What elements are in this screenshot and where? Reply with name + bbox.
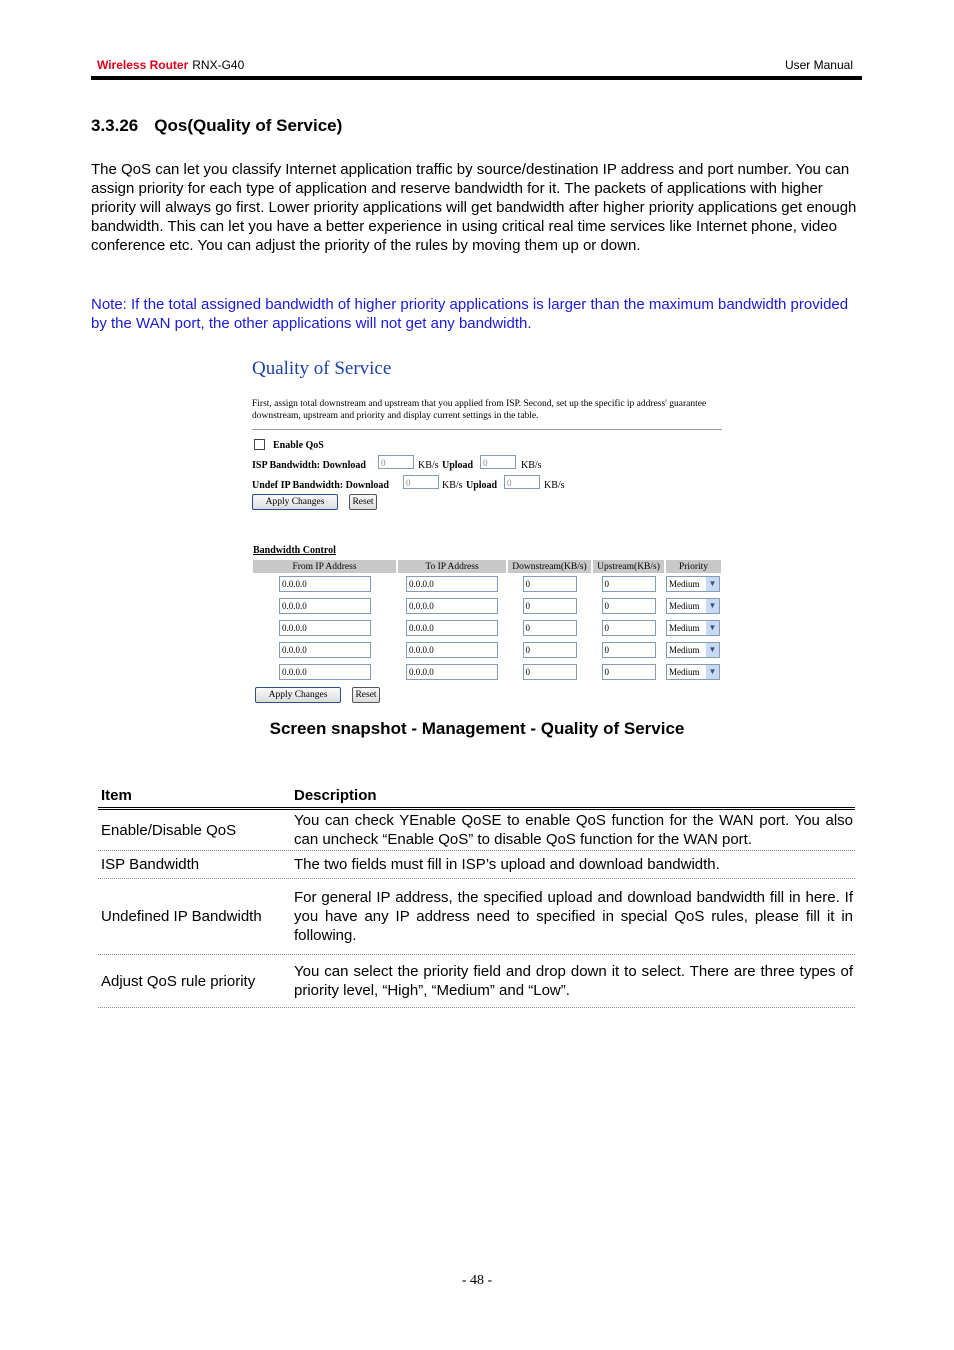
section-name: Qos(Quality of Service) <box>154 116 343 135</box>
table-row <box>253 661 721 683</box>
col-from-ip: From IP Address <box>253 560 397 573</box>
reset-button-bottom[interactable]: Reset <box>352 687 380 703</box>
isp-upload-input[interactable]: 0 <box>480 455 516 469</box>
downstream-input[interactable]: 0 <box>523 664 577 680</box>
table-row <box>253 595 721 617</box>
to-ip-input[interactable]: 0.0.0.0 <box>406 664 498 680</box>
intro-paragraph: The QoS can let you classify Internet application traffic by source/destination IP address and port number. You can assign priority for each type of application and reserve bandwidth for it. The packets of applications with higher priority will always go first. Lower priority applications will get bandwidth after higher priority applications get enough bandwidth. This can let you have a better experience in using critical real time services like Internet phone, video conference etc. You can adjust the priority of the rules by moving them up or down. <box>91 161 857 254</box>
page-number: - 48 - <box>461 1273 493 1288</box>
upstream-input[interactable]: 0 <box>602 620 656 636</box>
col-to-ip: To IP Address <box>397 560 507 573</box>
section-title <box>91 116 342 136</box>
priority-value: Medium <box>669 623 700 633</box>
chevron-down-icon: ▼ <box>706 599 719 613</box>
row-description: For general IP address, the specified upload and download bandwidth fill in here. If you have any IP address need to specified in special QoS rules, please fill it in following. <box>294 889 853 944</box>
enable-qos-checkbox[interactable] <box>254 439 265 450</box>
upstream-input[interactable]: 0 <box>602 598 656 614</box>
from-ip-input[interactable]: 0.0.0.0 <box>279 664 371 680</box>
header-manual: User Manual <box>784 58 853 72</box>
priority-value: Medium <box>669 645 700 655</box>
apply-changes-button[interactable]: Apply Changes <box>252 494 338 510</box>
apply-changes-button-bottom[interactable]: Apply Changes <box>255 687 341 703</box>
note-paragraph: Note: If the total assigned bandwidth of higher priority applications is larger than the maximum bandwidth provided by the WAN port, the other applications will not get any bandwidth. <box>91 296 849 332</box>
header-model: RNX-G40 <box>192 58 245 72</box>
header-brand: Wireless Router <box>97 58 189 72</box>
table-row <box>253 617 721 639</box>
col-upstream: Upstream(KB/s) <box>592 560 665 573</box>
isp-bandwidth-label: ISP Bandwidth: Download <box>252 460 366 471</box>
undef-upload-unit: KB/s <box>544 480 565 491</box>
undef-upload-input[interactable]: 0 <box>504 475 540 489</box>
undef-download-input[interactable]: 0 <box>403 475 439 489</box>
table-header <box>98 783 855 810</box>
table-row <box>253 639 721 661</box>
from-ip-input[interactable]: 0.0.0.0 <box>279 576 371 592</box>
isp-download-unit: KB/s <box>418 460 439 471</box>
row-description: The two fields must fill in ISP’s upload and download bandwidth. <box>294 856 720 873</box>
downstream-input[interactable]: 0 <box>523 598 577 614</box>
undef-bandwidth-label: Undef IP Bandwidth: Download <box>252 480 389 491</box>
downstream-input[interactable]: 0 <box>523 620 577 636</box>
undef-download-unit: KB/s <box>442 480 463 491</box>
header-description: Description <box>294 786 377 804</box>
priority-select[interactable] <box>666 664 720 680</box>
chevron-down-icon: ▼ <box>706 665 719 679</box>
table-row <box>98 955 855 1008</box>
qos-screenshot <box>250 358 725 708</box>
qos-title: Quality of Service <box>252 358 392 379</box>
priority-select[interactable] <box>666 620 720 636</box>
col-priority: Priority <box>665 560 721 573</box>
row-description: You can check YEnable QoSE to enable QoS function for the WAN port. You also can uncheck “Enable QoS” to disable QoS function for the WAN port. <box>294 812 853 848</box>
table-row <box>98 879 855 955</box>
chevron-down-icon: ▼ <box>706 577 719 591</box>
table-row <box>253 573 721 595</box>
upstream-input[interactable]: 0 <box>602 642 656 658</box>
enable-qos-label: Enable QoS <box>273 440 324 451</box>
table-row <box>98 851 855 879</box>
isp-upload-unit: KB/s <box>521 460 542 471</box>
bandwidth-control-title: Bandwidth Control <box>253 545 336 556</box>
downstream-input[interactable]: 0 <box>523 642 577 658</box>
row-item: Adjust QoS rule priority <box>101 972 256 990</box>
section-number: 3.3.26 <box>91 116 139 135</box>
to-ip-input[interactable]: 0.0.0.0 <box>406 642 498 658</box>
figure-caption: Screen snapshot - Management - Quality of Service <box>269 719 685 738</box>
col-downstream: Downstream(KB/s) <box>507 560 592 573</box>
qos-intro: First, assign total downstream and upstream that you applied from ISP. Second, set up the specific ip address' guarantee downstream, upstream and priority and display current settings in the table. <box>252 399 707 421</box>
from-ip-input[interactable]: 0.0.0.0 <box>279 620 371 636</box>
row-item: Undefined IP Bandwidth <box>101 908 262 925</box>
reset-button[interactable]: Reset <box>349 494 377 510</box>
item-table <box>98 783 855 1008</box>
row-item: Enable/Disable QoS <box>101 821 237 839</box>
priority-value: Medium <box>669 667 700 677</box>
undef-upload-label: Upload <box>466 480 498 491</box>
to-ip-input[interactable]: 0.0.0.0 <box>406 598 498 614</box>
priority-select[interactable] <box>666 642 720 658</box>
table-row <box>98 810 855 851</box>
isp-download-input[interactable]: 0 <box>378 455 414 469</box>
upstream-input[interactable]: 0 <box>602 576 656 592</box>
priority-value: Medium <box>669 579 700 589</box>
header-rule <box>91 76 862 80</box>
qos-divider <box>252 429 722 430</box>
priority-value: Medium <box>669 601 700 611</box>
from-ip-input[interactable]: 0.0.0.0 <box>279 642 371 658</box>
priority-select[interactable] <box>666 576 720 592</box>
row-item: ISP Bandwidth <box>101 856 200 873</box>
chevron-down-icon: ▼ <box>706 621 719 635</box>
upstream-input[interactable]: 0 <box>602 664 656 680</box>
priority-select[interactable] <box>666 598 720 614</box>
header-item: Item <box>101 786 132 804</box>
page-header <box>97 58 853 72</box>
isp-upload-label: Upload <box>442 460 474 471</box>
bandwidth-table <box>253 560 721 683</box>
row-description: You can select the priority field and drop down it to select. There are three types of priority level, “High”, “Medium” and “Low”. <box>294 963 853 999</box>
downstream-input[interactable]: 0 <box>523 576 577 592</box>
from-ip-input[interactable]: 0.0.0.0 <box>279 598 371 614</box>
to-ip-input[interactable]: 0.0.0.0 <box>406 620 498 636</box>
chevron-down-icon: ▼ <box>706 643 719 657</box>
to-ip-input[interactable]: 0.0.0.0 <box>406 576 498 592</box>
